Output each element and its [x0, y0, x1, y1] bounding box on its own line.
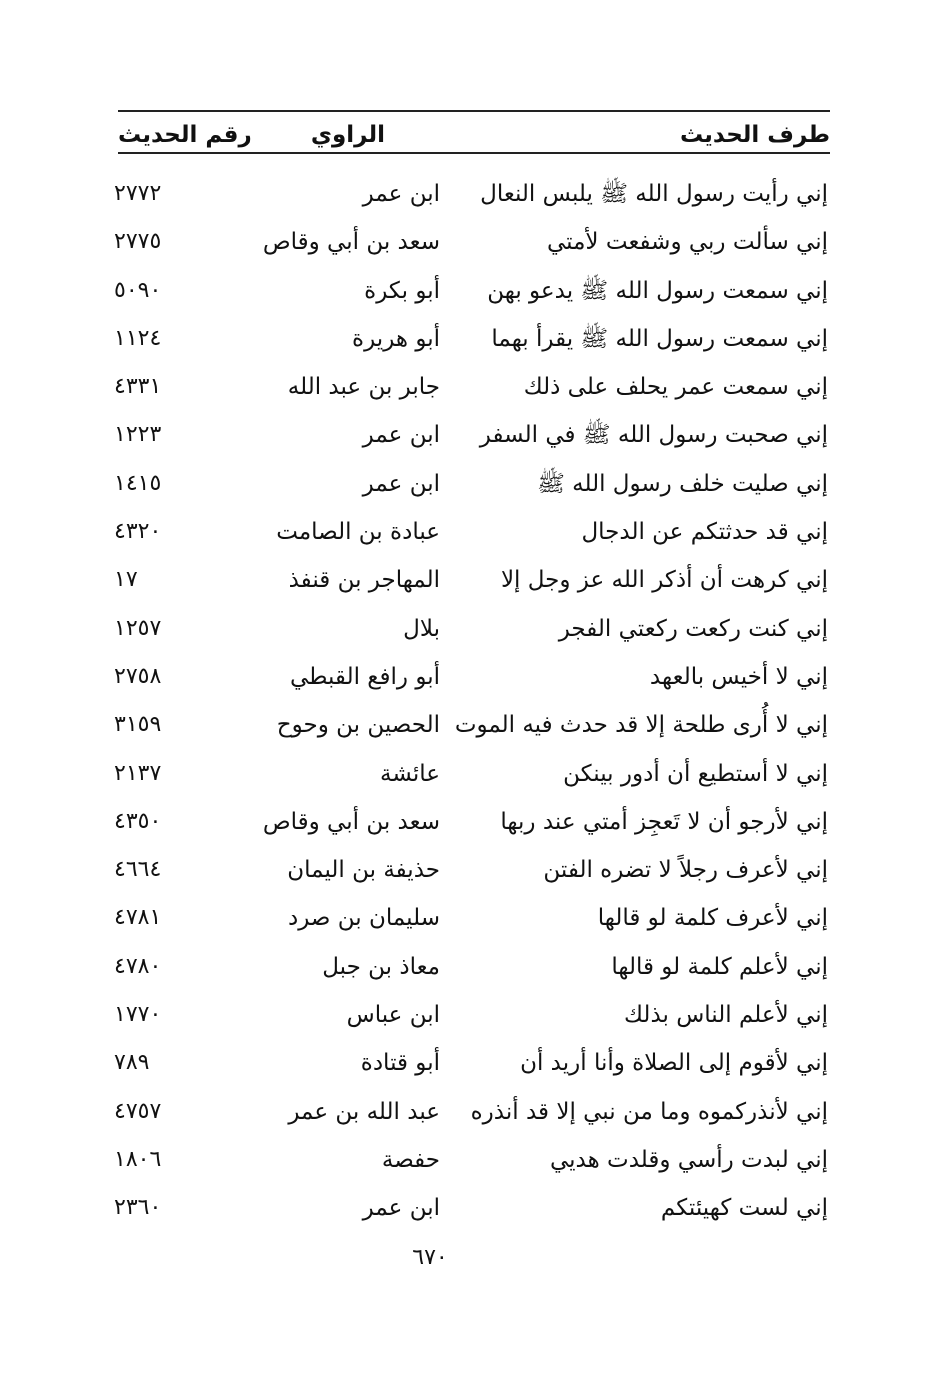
- table-row: [0, 991, 950, 1039]
- table-row: [0, 1039, 950, 1087]
- table-row: [0, 460, 950, 508]
- narrator: ابن عمر: [362, 1195, 440, 1222]
- column-header-narrator: الراوي: [310, 122, 385, 148]
- hadith-text: إني لست كهيئتكم: [660, 1195, 828, 1222]
- narrator: عبد الله بن عمر: [288, 1098, 440, 1125]
- hadith-text: إني قد حدثتكم عن الدجال: [581, 519, 828, 546]
- narrator: ابن عباس: [346, 1002, 440, 1029]
- hadith-number: ٤٣٣١: [114, 374, 162, 400]
- table-row: [0, 363, 950, 411]
- hadith-number: ٤٦٦٤: [114, 857, 162, 883]
- hadith-number: ٤٧٥٧: [114, 1098, 162, 1124]
- hadith-text: إني كنت ركعت ركعتي الفجر: [558, 615, 828, 642]
- narrator: ابن عمر: [362, 422, 440, 449]
- header-rule: [118, 152, 830, 154]
- table-row: [0, 798, 950, 846]
- table-row: [0, 653, 950, 701]
- narrator: عائشة: [380, 760, 440, 787]
- hadith-number: ٤٣٥٠: [114, 808, 162, 834]
- index-table: [0, 170, 950, 1233]
- hadith-text: إني لأقوم إلى الصلاة وأنا أريد أن: [520, 1050, 828, 1077]
- hadith-number: ١٧: [114, 567, 138, 593]
- narrator: أبو قتادة: [360, 1050, 440, 1077]
- narrator: جابر بن عبد الله: [287, 374, 440, 401]
- hadith-number: ٢١٣٧: [114, 760, 162, 786]
- hadith-number: ٢٣٦٠: [114, 1195, 162, 1221]
- hadith-text: إني لأعلم كلمة لو قالها: [611, 953, 828, 980]
- hadith-number: ٥٠٩٠: [114, 277, 162, 303]
- narrator: سعد بن أبي وقاص: [262, 229, 440, 256]
- narrator: أبو بكرة: [364, 277, 440, 304]
- narrator: سعد بن أبي وقاص: [262, 808, 440, 835]
- narrator: ابن عمر: [362, 470, 440, 497]
- hadith-number: ٢٧٧٢: [114, 181, 162, 206]
- hadith-text: إني لأعلم الناس بذلك: [624, 1002, 828, 1029]
- hadith-text: إني كرهت أن أذكر الله عز وجل إلا: [500, 567, 828, 594]
- table-row: [0, 508, 950, 556]
- narrator: أبو هريرة: [352, 325, 440, 352]
- narrator: معاذ بن جبل: [322, 953, 440, 980]
- hadith-number: ١٤١٥: [114, 470, 162, 496]
- table-row: [0, 1184, 950, 1232]
- table-row: [0, 556, 950, 604]
- table-row: [0, 1136, 950, 1184]
- page-number: ٦٧٠: [412, 1245, 448, 1270]
- narrator: بلال: [403, 615, 440, 642]
- table-row: [0, 267, 950, 315]
- table-row: [0, 894, 950, 942]
- hadith-text: إني سمعت رسول الله ﷺ يقرأ بهما: [491, 325, 828, 352]
- hadith-text: إني سمعت عمر يحلف على ذلك: [523, 374, 828, 401]
- table-row: [0, 701, 950, 749]
- hadith-number: ٤٣٢٠: [114, 519, 162, 545]
- hadith-text: إني لا أخيس بالعهد: [649, 663, 828, 690]
- hadith-number: ٤٧٨١: [114, 905, 162, 931]
- narrator: ابن عمر: [362, 181, 440, 207]
- table-row: [0, 1088, 950, 1136]
- column-header-hadith-text: طرف الحديث: [679, 122, 830, 148]
- hadith-text: إني لبدت رأسي وقلدت هديي: [549, 1146, 828, 1173]
- column-header-hadith-number: رقم الحديث: [118, 122, 252, 148]
- top-rule: [118, 110, 830, 112]
- hadith-number: ١١٢٤: [114, 325, 162, 351]
- hadith-number: ١٨٠٦: [114, 1146, 162, 1172]
- hadith-number: ١٢٥٧: [114, 615, 162, 641]
- hadith-text: إني رأيت رسول الله ﷺ يلبس النعال: [480, 181, 828, 207]
- hadith-number: ١٢٢٣: [114, 422, 162, 448]
- hadith-number: ٤٧٨٠: [114, 953, 162, 979]
- table-row: [0, 605, 950, 653]
- narrator: المهاجر بن قنفذ: [288, 567, 440, 594]
- hadith-number: ٧٨٩: [114, 1050, 150, 1076]
- hadith-text: إني سمعت رسول الله ﷺ يدعو بهن: [487, 277, 828, 304]
- table-row: [0, 315, 950, 363]
- hadith-text: إني لأعرف كلمة لو قالها: [597, 905, 828, 932]
- narrator: الحصين بن وحوح: [276, 712, 440, 739]
- hadith-text: إني صحبت رسول الله ﷺ في السفر: [479, 422, 828, 449]
- hadith-text: إني سألت ربي وشفعت لأمتي: [547, 229, 828, 256]
- narrator: سليمان بن صرد: [287, 905, 440, 932]
- table-row: [0, 170, 950, 218]
- table-row: [0, 943, 950, 991]
- narrator: عبادة بن الصامت: [276, 519, 440, 546]
- table-row: [0, 846, 950, 894]
- hadith-text: إني لأرجو أن لا تَعجِز أمتي عند ربها: [500, 808, 828, 835]
- hadith-text: إني صليت خلف رسول الله ﷺ: [537, 470, 828, 497]
- hadith-number: ٣١٥٩: [114, 712, 162, 738]
- hadith-text: إني لا أستطيع أن أدور بينكن: [563, 760, 828, 787]
- narrator: حفصة: [381, 1146, 440, 1173]
- table-row: [0, 218, 950, 266]
- narrator: أبو رافع القبطي: [289, 663, 440, 690]
- table-row: [0, 750, 950, 798]
- hadith-text: إني لأنذركموه وما من نبي إلا قد أنذره: [470, 1098, 828, 1125]
- narrator: حذيفة بن اليمان: [287, 857, 440, 884]
- table-row: [0, 411, 950, 459]
- hadith-text: إني لأعرف رجلاً لا تضره الفتن: [543, 857, 828, 884]
- hadith-number: ٢٧٧٥: [114, 229, 162, 255]
- hadith-number: ١٧٧٠: [114, 1002, 162, 1028]
- hadith-number: ٢٧٥٨: [114, 663, 162, 689]
- hadith-text: إني لا أُرى طلحة إلا قد حدث فيه الموت: [454, 712, 828, 739]
